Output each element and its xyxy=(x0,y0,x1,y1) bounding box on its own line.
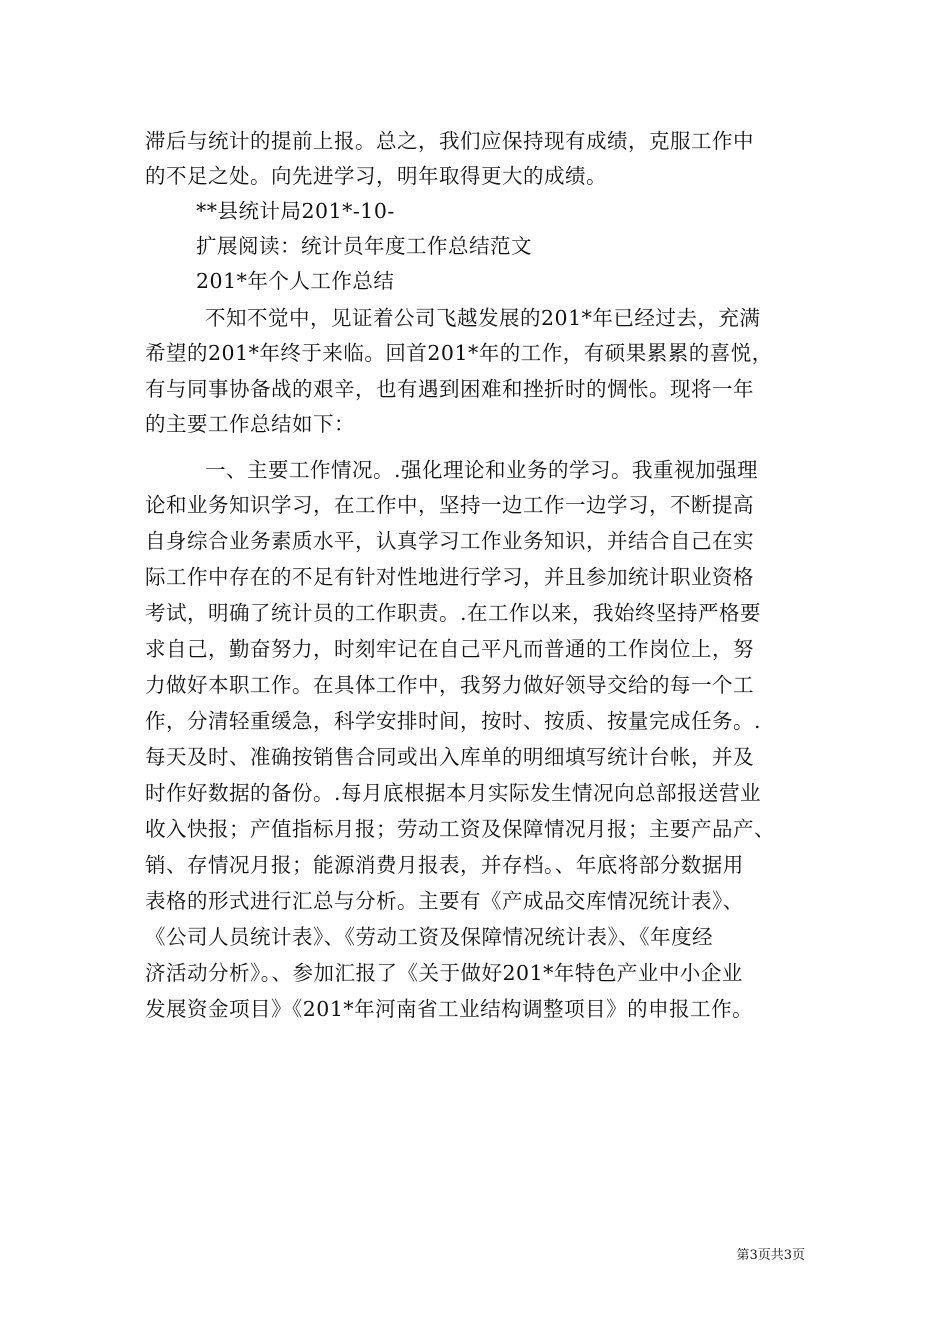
body-line: 作，分清轻重缓急，科学安排时间，按时、按质、按量完成任务。. xyxy=(145,709,762,733)
body-line: 发展资金项目》《201*年河南省工业结构调整项目》的申报工作。 xyxy=(145,997,754,1021)
body-line: 的主要工作总结如下： xyxy=(145,412,355,436)
body-line: 收入快报；产值指标月报；劳动工资及保障情况月报；主要产品产、 xyxy=(145,817,775,841)
body-line: 的不足之处。向先进学习，明年取得更大的成绩。 xyxy=(145,164,607,188)
body-line: 求自己，勤奋努力，时刻牢记在自己平凡而普通的工作岗位上，努 xyxy=(145,637,754,661)
body-line: 有与同事协备战的艰辛，也有遇到困难和挫折时的惆怅。现将一年 xyxy=(145,377,754,401)
body-line: 销、存情况月报；能源消费月报表，并存档。、年底将部分数据用 xyxy=(145,853,744,877)
body-line: 希望的201*年终于来临。回首201*年的工作，有硕果累累的喜悦， xyxy=(145,341,773,365)
body-line: 《公司人员统计表》、《劳动工资及保障情况统计表》、《年度经 xyxy=(145,925,713,949)
page-number: 第3页共3页 xyxy=(736,1248,805,1263)
body-line: 考试，明确了统计员的工作职责。.在工作以来，我始终坚持严格要 xyxy=(145,601,762,625)
signature-line: **县统计局201*-10- xyxy=(196,199,395,223)
extended-reading-heading: 扩展阅读：统计员年度工作总结范文 xyxy=(196,234,532,258)
body-line: 时作好数据的备份。.每月底根据本月实际发生情况向总部报送营业 xyxy=(145,781,762,805)
body-line: 济活动分析》。、参加汇报了《关于做好201*年特色产业中小企业 xyxy=(145,961,743,985)
body-line: 每天及时、准确按销售合同或出入库单的明细填写统计台帐，并及 xyxy=(145,745,754,769)
body-line: 不知不觉中，见证着公司飞越发展的201*年已经过去，充满 xyxy=(205,306,761,330)
body-line: 力做好本职工作。在具体工作中，我努力做好领导交给的每一个工 xyxy=(145,673,754,697)
section-title: 201*年个人工作总结 xyxy=(196,269,395,293)
body-line: 滞后与统计的提前上报。总之，我们应保持现有成绩，克服工作中 xyxy=(145,129,754,153)
body-line: 自身综合业务素质水平，认真学习工作业务知识，并结合自己在实 xyxy=(145,529,754,553)
body-line: 表格的形式进行汇总与分析。主要有《产成品交库情况统计表》、 xyxy=(145,889,744,913)
body-line: 一、主要工作情况。.强化理论和业务的学习。我重视加强理 xyxy=(205,458,759,482)
body-line: 际工作中存在的不足有针对性地进行学习，并且参加统计职业资格 xyxy=(145,565,754,589)
body-line: 论和业务知识学习，在工作中，坚持一边工作一边学习，不断提高 xyxy=(145,493,754,517)
